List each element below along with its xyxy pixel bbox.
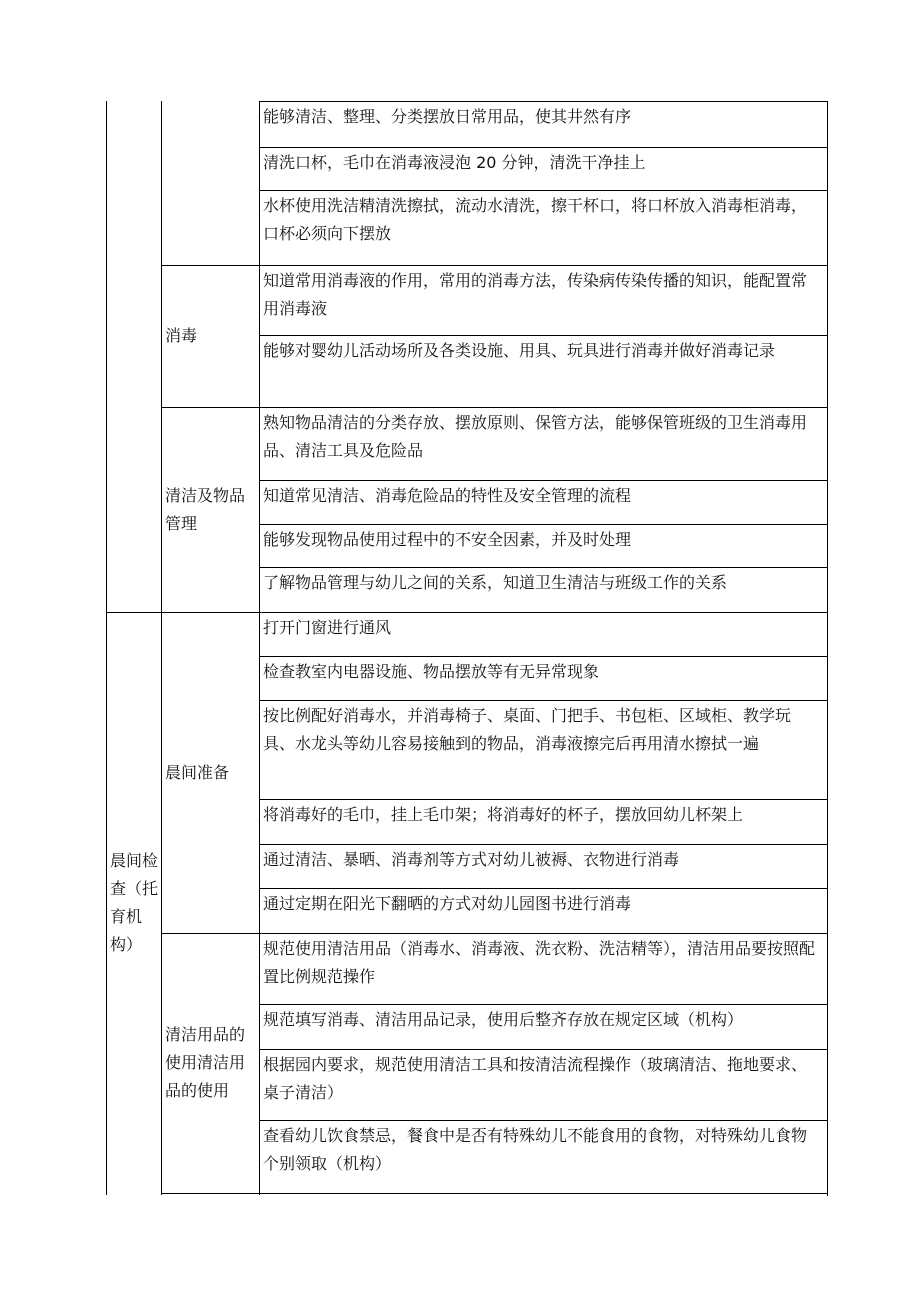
- table-item-cell: 熟知物品清洁的分类存放、摆放原则、保管方法，能够保管班级的卫生消毒用品、清洁工具及危险品: [263, 413, 808, 460]
- item-row-divider: [259, 1120, 828, 1121]
- item-row-divider: [259, 1049, 828, 1050]
- item-row-divider: [259, 844, 828, 845]
- subsection-label: 清洁及物品管理: [165, 485, 246, 533]
- table-item-cell: 检查教室内电器设施、物品摆放等有无异常现象: [263, 662, 600, 681]
- table-item-cell: 打开门窗进行通风: [263, 618, 392, 637]
- category-label: [107, 101, 158, 612]
- table-item-cell: 通过清洁、暴晒、消毒剂等方式对幼儿被褥、衣物进行消毒: [263, 850, 680, 869]
- table-item-cell: 按比例配好消毒水，并消毒椅子、桌面、门把手、书包柜、区域柜、教学玩具、水龙头等幼儿容易接触到的物品，消毒液擦完后再用清水擦拭一遍: [263, 706, 792, 753]
- subsection-label: 清洁用品的使用清洁用品的使用: [165, 1025, 246, 1100]
- item-row-divider: [259, 147, 828, 148]
- table-item-cell: 将消毒好的毛巾，挂上毛巾架；将消毒好的杯子，摆放回幼儿杯架上: [263, 805, 744, 824]
- table-item-cell: 根据园内要求，规范使用清洁工具和按清洁流程操作（玻璃清洁、拖地要求、桌子清洁）: [263, 1055, 808, 1102]
- table-item-cell: 清洗口杯，毛巾在消毒液浸泡 20 分钟，清洗干净挂上: [263, 153, 646, 172]
- table-item-cell: 能够清洁、整理、分类摆放日常用品，使其井然有序: [263, 107, 632, 126]
- subsection-divider: [161, 1193, 828, 1194]
- item-row-divider: [259, 888, 828, 889]
- subsection-label: [162, 101, 259, 265]
- table-item-cell: 知道常见清洁、消毒危险品的特性及安全管理的流程: [263, 486, 632, 505]
- item-row-divider: [259, 656, 828, 657]
- subsection-divider: [161, 265, 828, 266]
- subsection-divider: [161, 933, 828, 934]
- subsection-label: 消毒: [165, 326, 198, 345]
- item-row-divider: [259, 480, 828, 481]
- item-row-divider: [259, 524, 828, 525]
- table-item-cell: 通过定期在阳光下翻晒的方式对幼儿园图书进行消毒: [263, 894, 632, 913]
- item-row-divider: [259, 567, 828, 568]
- table-top-border: [259, 101, 828, 102]
- subsection-divider: [161, 407, 828, 408]
- table-right-border: [827, 101, 828, 1196]
- table-item-cell: 规范使用清洁用品（消毒水、消毒液、洗衣粉、洗洁精等），清洁用品要按照配置比例规范操作: [263, 939, 816, 986]
- table-left-border: [106, 101, 107, 1195]
- table-item-cell: 查看幼儿饮食禁忌，餐食中是否有特殊幼儿不能食用的食物，对特殊幼儿食物个别领取（机构）: [263, 1126, 808, 1173]
- table-item-cell: 知道常用消毒液的作用，常用的消毒方法，传染病传染传播的知识，能配置常用消毒液: [263, 271, 808, 318]
- item-row-divider: [259, 1004, 828, 1005]
- table-item-cell: 规范填写消毒、清洁用品记录，使用后整齐存放在规定区域（机构）: [263, 1010, 744, 1029]
- table-item-cell: 水杯使用洗洁精清洗擦拭，流动水清洗，擦干杯口，将口杯放入消毒柜消毒，口杯必须向下摆放: [263, 196, 808, 243]
- table-item-cell: 能够对婴幼儿活动场所及各类设施、用具、玩具进行消毒并做好消毒记录: [263, 341, 776, 360]
- category-label: 晨间检查（托育机构）: [110, 850, 158, 954]
- item-row-divider: [259, 190, 828, 191]
- table-item-cell: 了解物品管理与幼儿之间的关系，知道卫生清洁与班级工作的关系: [263, 573, 728, 592]
- item-row-divider: [259, 799, 828, 800]
- subsection-label: 晨间准备: [165, 762, 230, 782]
- table-item-cell: 能够发现物品使用过程中的不安全因素，并及时处理: [263, 530, 632, 549]
- column-divider-2: [259, 101, 260, 1195]
- item-row-divider: [259, 335, 828, 336]
- item-row-divider: [259, 700, 828, 701]
- column-divider-1: [161, 101, 162, 1195]
